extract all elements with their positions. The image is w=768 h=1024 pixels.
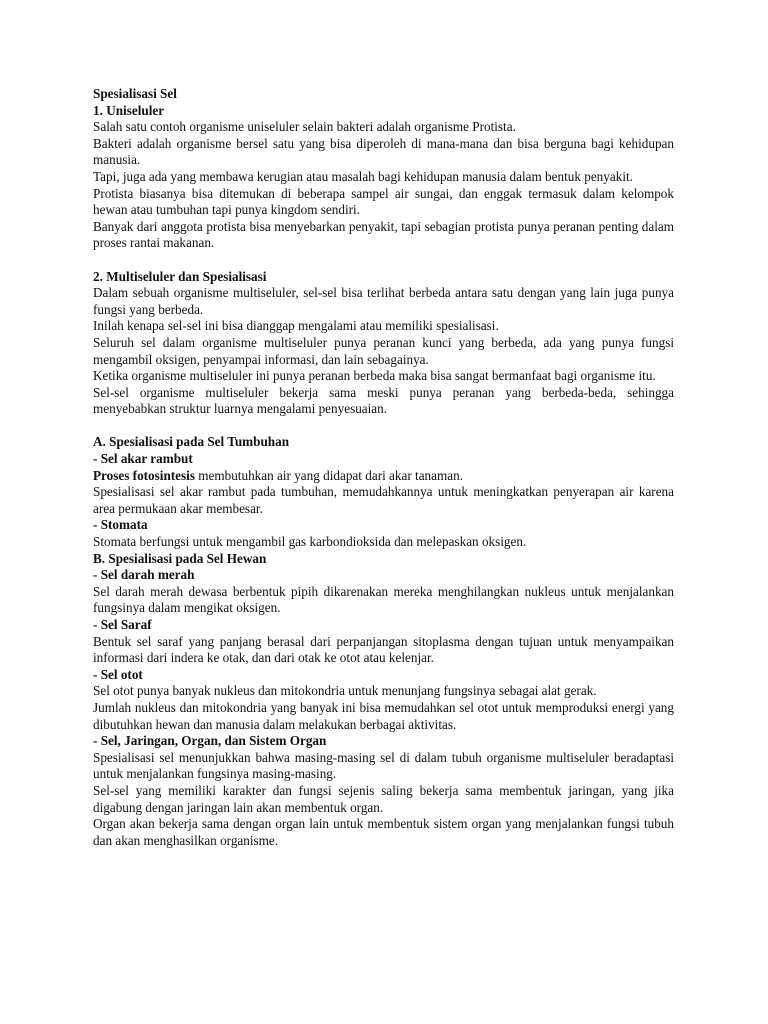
paragraph: Jumlah nukleus dan mitokondria yang banyak ini bisa memudahkan sel otot untuk memproduksi energi yang dibutuhkan hewan dan manusia dalam melakukan berbagai aktivitas.	[93, 699, 674, 732]
paragraph: Bakteri adalah organisme bersel satu yang bisa diperoleh di mana-mana dan bisa berguna bagi kehidupan manusia.	[93, 135, 674, 168]
subheading-sel-akar-rambut: - Sel akar rambut	[93, 451, 193, 467]
paragraph: Dalam sebuah organisme multiseluler, sel-sel bisa terlihat berbeda antara satu dengan yang lain juga punya fungsi yang berbeda.	[93, 285, 674, 317]
section-heading-uniseluler: 1. Uniseluler	[93, 102, 165, 118]
blank-line	[93, 418, 674, 435]
subheading-stomata: - Stomata	[93, 517, 148, 533]
paragraph: Seluruh sel dalam organisme multiseluler punya peranan kunci yang berbeda, ada yang punya fungsi mengambil oksigen, penyampai informasi, dan lain sebagainya.	[93, 334, 674, 367]
paragraph: Tapi, juga ada yang membawa kerugian atau masalah bagi kehidupan manusia dalam bentuk penyakit.	[93, 168, 633, 184]
paragraph-rest: membutuhkan air yang didapat dari akar tanaman.	[194, 467, 463, 483]
paragraph: Spesialisasi sel menunjukkan bahwa masing-masing sel di dalam tubuh organisme multiseluler beradaptasi untuk menjalankan fungsinya masing-masing.	[93, 749, 674, 782]
bold-lead-term: Proses fotosintesis	[93, 467, 195, 483]
paragraph: Bentuk sel saraf yang panjang berasal dari perpanjangan sitoplasma dengan tujuan untuk menyampaikan informasi dari indera ke otak, dan dari otak ke otot atau kelenjar.	[93, 633, 674, 666]
paragraph: Sel darah merah dewasa berbentuk pipih dikarenakan mereka menghilangkan nukleus untuk menjalankan fungsinya dalam mengikat oksigen.	[93, 583, 674, 616]
section-heading-tumbuhan: A. Spesialisasi pada Sel Tumbuhan	[93, 434, 290, 450]
paragraph: Sel-sel organisme multiseluler bekerja sama meski punya peranan yang berbeda-beda, sehingga menyebabkan struktur luarnya mengalami penyesuaian.	[93, 384, 674, 417]
paragraph	[93, 468, 674, 485]
subheading-sistem-organ: - Sel, Jaringan, Organ, dan Sistem Organ	[93, 733, 327, 749]
paragraph: Protista biasanya bisa ditemukan di beberapa sampel air sungai, dan enggak termasuk dalam kelompok hewan atau tumbuhan tapi punya kingdom sendiri.	[93, 185, 674, 218]
paragraph: Sel-sel yang memiliki karakter dan fungsi sejenis saling bekerja sama membentuk jaringan, yang jika digabung dengan jaringan lain akan membentuk organ.	[93, 782, 674, 815]
paragraph: Stomata berfungsi untuk mengambil gas karbondioksida dan melepaskan oksigen.	[93, 534, 527, 550]
paragraph: Banyak dari anggota protista bisa menyebarkan penyakit, tapi sebagian protista punya peranan penting dalam proses rantai makanan.	[93, 218, 674, 251]
subheading-sel-saraf: - Sel Saraf	[93, 617, 152, 632]
section-heading-hewan: B. Spesialisasi pada Sel Hewan	[93, 550, 267, 566]
paragraph: Ketika organisme multiseluler ini punya peranan berbeda maka bisa sangat bermanfaat bagi organisme itu.	[93, 368, 656, 384]
subheading-sel-darah-merah: - Sel darah merah	[93, 567, 195, 583]
blank-line	[93, 252, 674, 269]
paragraph: Inilah kenapa sel-sel ini bisa dianggap mengalami atau memiliki spesialisasi.	[93, 318, 499, 334]
paragraph: Organ akan bekerja sama dengan organ lain untuk membentuk sistem organ yang menjalankan fungsi tubuh dan akan menghasilkan organisme.	[93, 816, 674, 848]
document-title: Spesialisasi Sel	[93, 86, 177, 101]
section-heading-multiseluler: 2. Multiseluler dan Spesialisasi	[93, 268, 267, 284]
subheading-sel-otot: - Sel otot	[93, 666, 143, 682]
paragraph: Spesialisasi sel akar rambut pada tumbuhan, memudahkannya untuk meningkatkan penyerapan air karena area permukaan akar membesar.	[93, 484, 674, 516]
paragraph: Sel otot punya banyak nukleus dan mitokondria untuk menunjang fungsinya sebagai alat gerak.	[93, 683, 597, 699]
document-page	[93, 86, 674, 849]
paragraph: Salah satu contoh organisme uniseluler selain bakteri adalah organisme Protista.	[93, 119, 516, 135]
